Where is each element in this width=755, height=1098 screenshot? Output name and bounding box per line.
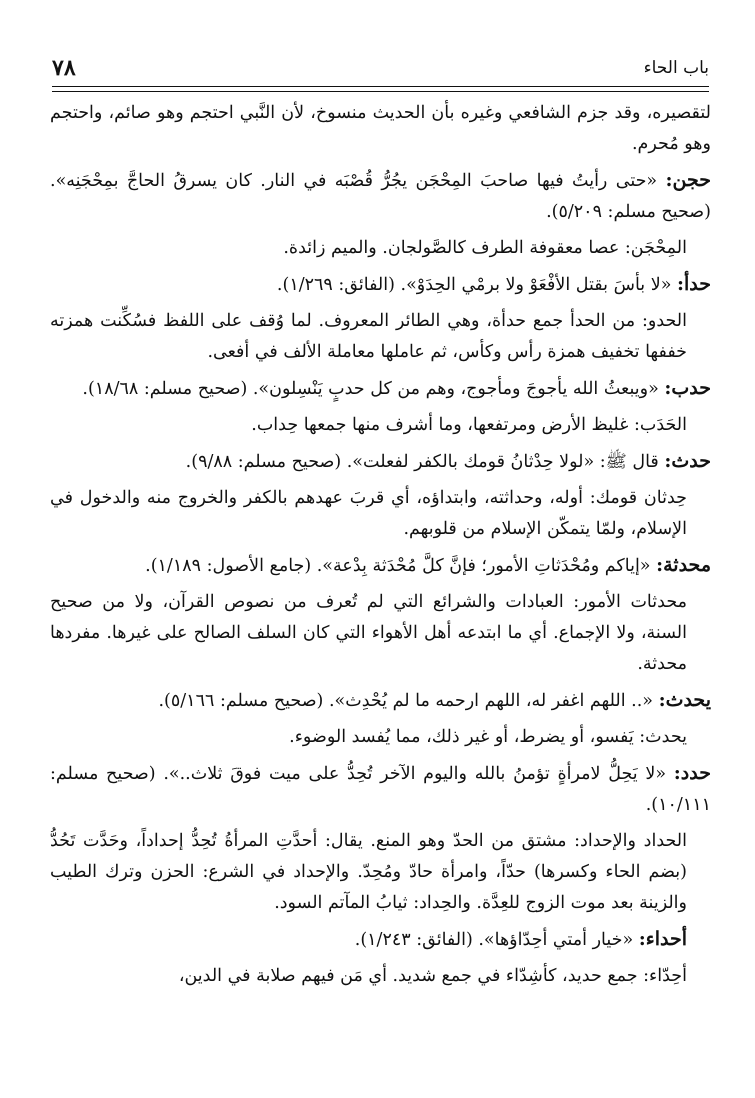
header-rule-top	[52, 86, 709, 87]
paragraph	[50, 410, 711, 441]
paragraph-text: أحِدّاء: جمع حديد، كأشِدّاء في جمع شديد. أي مَن فيهم صلابة في الدين،	[178, 966, 687, 986]
entry-headword: أحداء:	[638, 928, 687, 950]
paragraph-text: «لا بأسَ بقتل الأفْعَوْ ولا برمْي الحِدَوْ». (الفائق: ١/٢٦٩).	[276, 275, 672, 295]
paragraph-text: حِدثان قومك: أوله، وحداثته، وابتداؤه، أي قربَ عهدهم بالكفر والخروج منه والدخول في الإسلام، ولمّا يتمكّن الإسلام من قلوبهم.	[50, 488, 687, 539]
paragraph-text: «لا يَحِلُّ لامرأةٍ تؤمنُ بالله واليوم الآخر تُحِدُّ على ميت فوقَ ثلاث..». (صحيح مسلم: ١٠/١١١).	[50, 764, 711, 815]
paragraph-text: الحداد والإحداد: مشتق من الحدّ وهو المنع. يقال: أحدَّتِ المرأةُ تُحِدُّ إحداداً، وحَدَّت تَحُدُّ (بضم الحاء وكسرها) حدّاً، وامرأة حادّ ومُحِدّ. والإحداد في الشرع: الحزن وترك الطيب والزينة بعد موت الزوج للعِدَّة. والحِداد: ثيابُ المآتم السود.	[50, 831, 687, 913]
paragraph	[50, 483, 711, 545]
paragraph-text: الحَدَب: غليظ الأرض ومرتفعها، وما أشرف منها جمعها حِداب.	[251, 415, 687, 435]
paragraph	[50, 233, 711, 264]
dictionary-entry	[50, 165, 711, 228]
page-header	[52, 52, 709, 84]
paragraph-text: لتقصيره، وقد جزم الشافعي وغيره بأن الحديث منسوخ، لأن النَّبي احتجم وهو صائم، واحتجم وهو مُحرم.	[50, 103, 711, 154]
paragraph-text: «خيار أمتي أحِدّاؤها». (الفائق: ١/٢٤٣).	[354, 930, 634, 950]
entry-headword: محدثة:	[656, 554, 711, 576]
entry-headword: حدد:	[673, 762, 711, 784]
paragraph-text: محدثات الأمور: العبادات والشرائع التي لم تُعرف من نصوص القرآن، ولا من صحيح السنة، ولا الإجماع. أي ما ابتدعه أهل الأهواء التي كان السلف الصالح على غيرها. مفردها محدثة.	[50, 592, 687, 674]
dictionary-entry	[50, 550, 711, 582]
paragraph-text: «ويبعثُ الله يأجوجَ ومأجوج، وهم من كل حدبٍ يَنْسِلون». (صحيح مسلم: ١٨/٦٨).	[82, 379, 659, 399]
paragraph-text: «إياكم ومُحْدَثاتِ الأمور؛ فإنَّ كلَّ مُحْدَثة بِدْعة». (جامع الأصول: ١/١٨٩).	[145, 556, 651, 576]
dictionary-entry	[50, 269, 711, 301]
paragraph	[50, 961, 711, 992]
entry-headword: حجن:	[665, 169, 711, 191]
paragraph-text: «حتى رأيتُ فيها صاحبَ المِحْجَن يجُرُّ قُصْبَه في النار. كان يسرقُ الحاجَّ بمِحْجَنِه». (صحيح مسلم: ٥/٢٠٩).	[50, 171, 711, 222]
dictionary-entry	[50, 758, 711, 821]
dictionary-entry	[50, 446, 711, 478]
paragraph	[50, 722, 711, 753]
paragraph-text: المِحْجَن: عصا معقوفة الطرف كالصَّولجان. والميم زائدة.	[283, 238, 687, 258]
entry-headword: يحدث:	[658, 689, 711, 711]
dictionary-entry	[50, 685, 711, 717]
entry-headword: حدأ:	[676, 273, 711, 295]
entry-headword: حدث:	[664, 450, 711, 472]
dictionary-entry	[50, 924, 711, 956]
dictionary-entry	[50, 373, 711, 405]
page-number: ٧٨	[52, 55, 76, 81]
paragraph-text: يحدث: يَفسو، أو يضرط، أو غير ذلك، مما يُفسد الوضوء.	[289, 727, 687, 747]
paragraph	[50, 587, 711, 680]
entry-headword: حدب:	[664, 377, 711, 399]
paragraph	[50, 306, 711, 368]
paragraph	[50, 98, 711, 160]
paragraph	[50, 826, 711, 919]
chapter-title: باب الحاء	[643, 58, 709, 78]
paragraph-text: «.. اللهم اغفر له، اللهم ارحمه ما لم يُحْدِث». (صحيح مسلم: ٥/١٦٦).	[158, 691, 653, 711]
paragraph-text: الحدو: من الحدأ جمع حدأة، وهي الطائر المعروف. لما وُقف على اللفظ فسُكِّنت همزته خففها تخفيف همزة رأس وكأس، ثم عاملها معاملة الألف في أفعى.	[50, 311, 687, 362]
header-rule-bottom	[52, 91, 709, 92]
paragraph-text: قال ﷺ: «لولا حِدْثانُ قومك بالكفر لفعلت». (صحيح مسلم: ٩/٨٨).	[185, 452, 659, 472]
page-body	[50, 98, 711, 997]
